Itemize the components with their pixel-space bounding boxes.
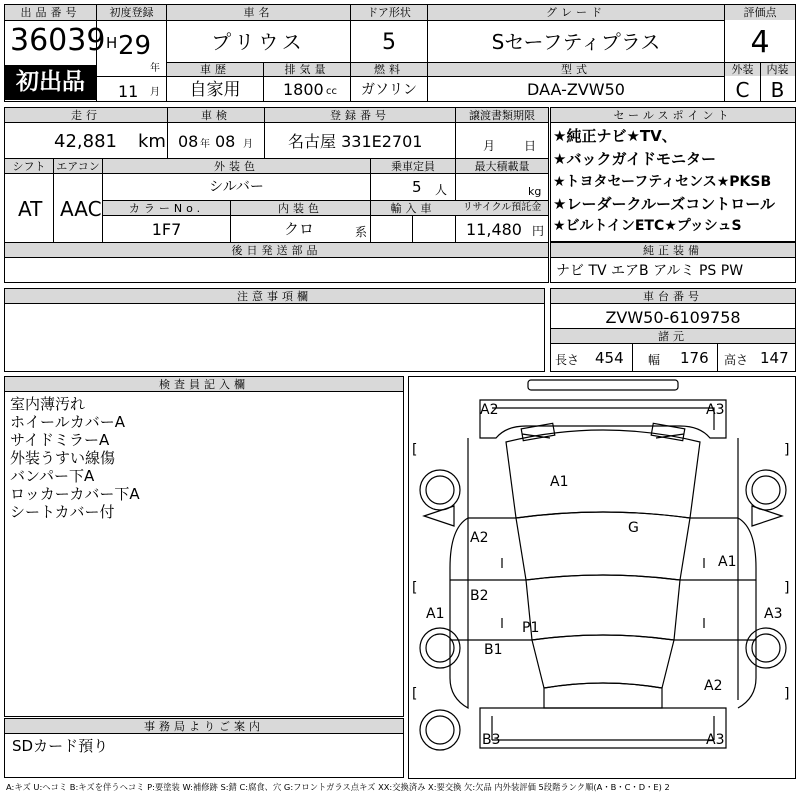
capacity-unit: 人 [435,183,448,197]
mark-a3-rear-right: A3 [706,732,725,748]
mileage: 42,881 [54,131,117,152]
chassis-number: ZVW50-6109758 [605,308,741,327]
grade-label: グレード [546,6,606,19]
left-body-outline [450,438,468,708]
legend: A:キズ U:ヘコミ B:キズを伴うヘコミ P:要塗装 W:補修跡 S:錆 C:腐食、穴 G:フロントガラス点キズ XX:交換済み X:要交換 欠:欠品 内外装評価 5段階ランク順(A・B・C・D・E) 2 [6,782,670,792]
interior-color-unit: 系 [355,225,368,239]
mark-a1-left-sill: A1 [426,606,445,622]
left-mirror-shape [424,506,454,526]
inspection-month: 08 [215,132,236,151]
displacement-label: 排気量 [284,63,330,76]
sales-point-line: ★レーダークルーズコントロール [553,195,775,213]
interior-color: クロ [284,220,315,238]
mileage-unit: km [138,131,166,152]
mark-b1-left-rear: B1 [484,642,503,658]
length: 454 [595,349,624,367]
recycle-label: リサイクル預託金 [462,202,542,213]
color-no: 1F7 [151,220,182,239]
trunk-shape [544,683,662,708]
grade: Sセーフティプラス [491,30,661,54]
shift: AT [18,197,43,221]
recycle-fee: 11,480 [466,220,522,239]
color-no-label: カラーNo. [128,202,205,215]
reg-year: 29 [118,31,152,61]
notes-label: 注意事項欄 [237,290,312,303]
transfer-label: 譲渡書類期限 [469,109,535,122]
mark-a3-front-right: A3 [706,402,725,418]
inspector-line: サイドミラーA [10,431,110,449]
equipment: ナビ TV エアB アルミ PS PW [556,263,744,279]
svg-text:]: ] [784,580,790,596]
interior-grade: B [770,78,785,102]
aircon: AAC [60,197,102,221]
doors: 5 [382,30,396,55]
history: 自家用 [189,80,241,100]
inspector-line: 室内薄汚れ [10,395,86,413]
inspector-line: バンパー下A [10,467,95,485]
inspection-year-unit: 年 [200,139,210,150]
shift-label: シフト [12,160,46,173]
history-label: 車歴 [200,63,230,76]
mark-a2-front-left: A2 [480,402,499,418]
hood-shape [506,430,700,518]
spec-label: 諸元 [658,330,688,343]
later-parts-label: 後日発送部品 [231,244,322,257]
mark-a1-right-fender: A1 [718,554,737,570]
inspector-label: 検査員記入欄 [159,378,249,391]
svg-text:[: [ [412,686,418,702]
capacity: 5 [412,178,422,196]
car-name-label: 車名 [243,6,274,19]
sales-point-line: ★バックガイドモニター [553,150,716,168]
mark-a2-left-fender: A2 [470,530,489,546]
svg-text:]: ] [784,686,790,702]
svg-text:[: [ [412,580,418,596]
registration-label: 登録番号 [330,109,390,122]
exterior-grade: C [735,78,750,102]
sales-point-line: ★純正ナビ★TV、 [553,127,677,145]
exterior-label: 外装 [731,63,754,76]
rear-bumper-shape [480,708,726,748]
lot-label: 出品番号 [20,6,81,19]
fuel-label: 燃料 [374,63,404,76]
mark-b2-left-door: B2 [470,588,489,604]
mark-a1-hood: A1 [550,474,569,490]
roof-shape [526,575,680,640]
right-mirror-shape [752,506,782,526]
fuel: ガソリン [361,82,417,98]
exterior-color: シルバー [209,179,264,195]
lot-number: 36039 [10,23,106,58]
score-label: 評価点 [743,6,777,19]
sales-point-line: ★ビルトインETC★プッシュS [553,218,742,234]
recycle-unit: 円 [532,224,545,238]
transfer-day-unit: 日 [524,139,537,153]
capacity-label: 乗車定員 [391,160,435,173]
rear-glass-shape [532,635,674,688]
equipment-label: 純正装備 [643,244,703,257]
registration: 名古屋 331E2701 [288,132,423,151]
aircon-label: エアコン [56,160,100,173]
height: 147 [760,349,789,367]
mileage-label: 走行 [71,109,101,122]
model-label: 型式 [561,63,591,76]
first-reg-label: 初度登録 [109,6,154,19]
inspector-line: ホイールカバーA [10,413,125,431]
model: DAA-ZVW50 [527,80,625,99]
inspection-month-unit: 月 [243,139,253,150]
score: 4 [750,25,770,60]
year-unit: 年 [150,63,160,74]
load-unit: kg [528,185,542,198]
color-label: 外装色 [214,160,259,173]
mark-a2-right-rear: A2 [704,678,723,694]
era: H [106,34,118,52]
front-grille-shape [528,380,678,390]
height-label: 高さ [724,353,749,367]
length-label: 長さ [555,353,580,367]
inspector-line: シートカバー付 [10,503,115,521]
interior-color-label: 内装色 [278,202,323,215]
sales-point-line: ★トヨタセーフティセンス★PKSB [553,174,772,190]
mark-g-windshield: G [628,520,639,536]
load-label: 最大積載量 [474,160,530,173]
car-name: プリウス [211,30,306,54]
width: 176 [680,349,709,367]
interior-label: 内装 [766,63,789,76]
transfer-month-unit: 月 [483,139,496,153]
first-listing-badge: 初出品 [5,65,96,100]
inspector-line: 外装うすい線傷 [10,449,116,467]
mark-a3-right-sill: A3 [764,606,783,622]
reg-month: 11 [118,82,139,101]
import-label: 輸入車 [390,202,436,215]
mark-b3-rear-left: B3 [482,732,501,748]
displacement-unit: cc [326,86,337,97]
svg-text:]: ] [784,442,790,458]
car-damage-diagram [410,378,796,778]
mark-p1-roof: P1 [522,620,540,636]
inspection-label: 車検 [201,109,231,122]
sales-points-label: セールスポイント [613,109,733,122]
office-label: 事務局よりご案内 [144,720,264,733]
right-body-outline [738,438,756,708]
door-label: ドア形状 [367,6,411,19]
front-bumper-shape [480,400,726,438]
svg-text:[: [ [412,442,418,458]
inspection-year: 08 [178,132,199,151]
chassis-label: 車台番号 [643,290,703,303]
inspector-line: ロッカーカバー下A [10,485,140,503]
windshield-shape [516,512,690,580]
month-unit: 月 [150,87,160,98]
width-label: 幅 [648,353,661,367]
displacement: 1800 [283,80,324,99]
office-note: SDカード預り [12,737,109,755]
